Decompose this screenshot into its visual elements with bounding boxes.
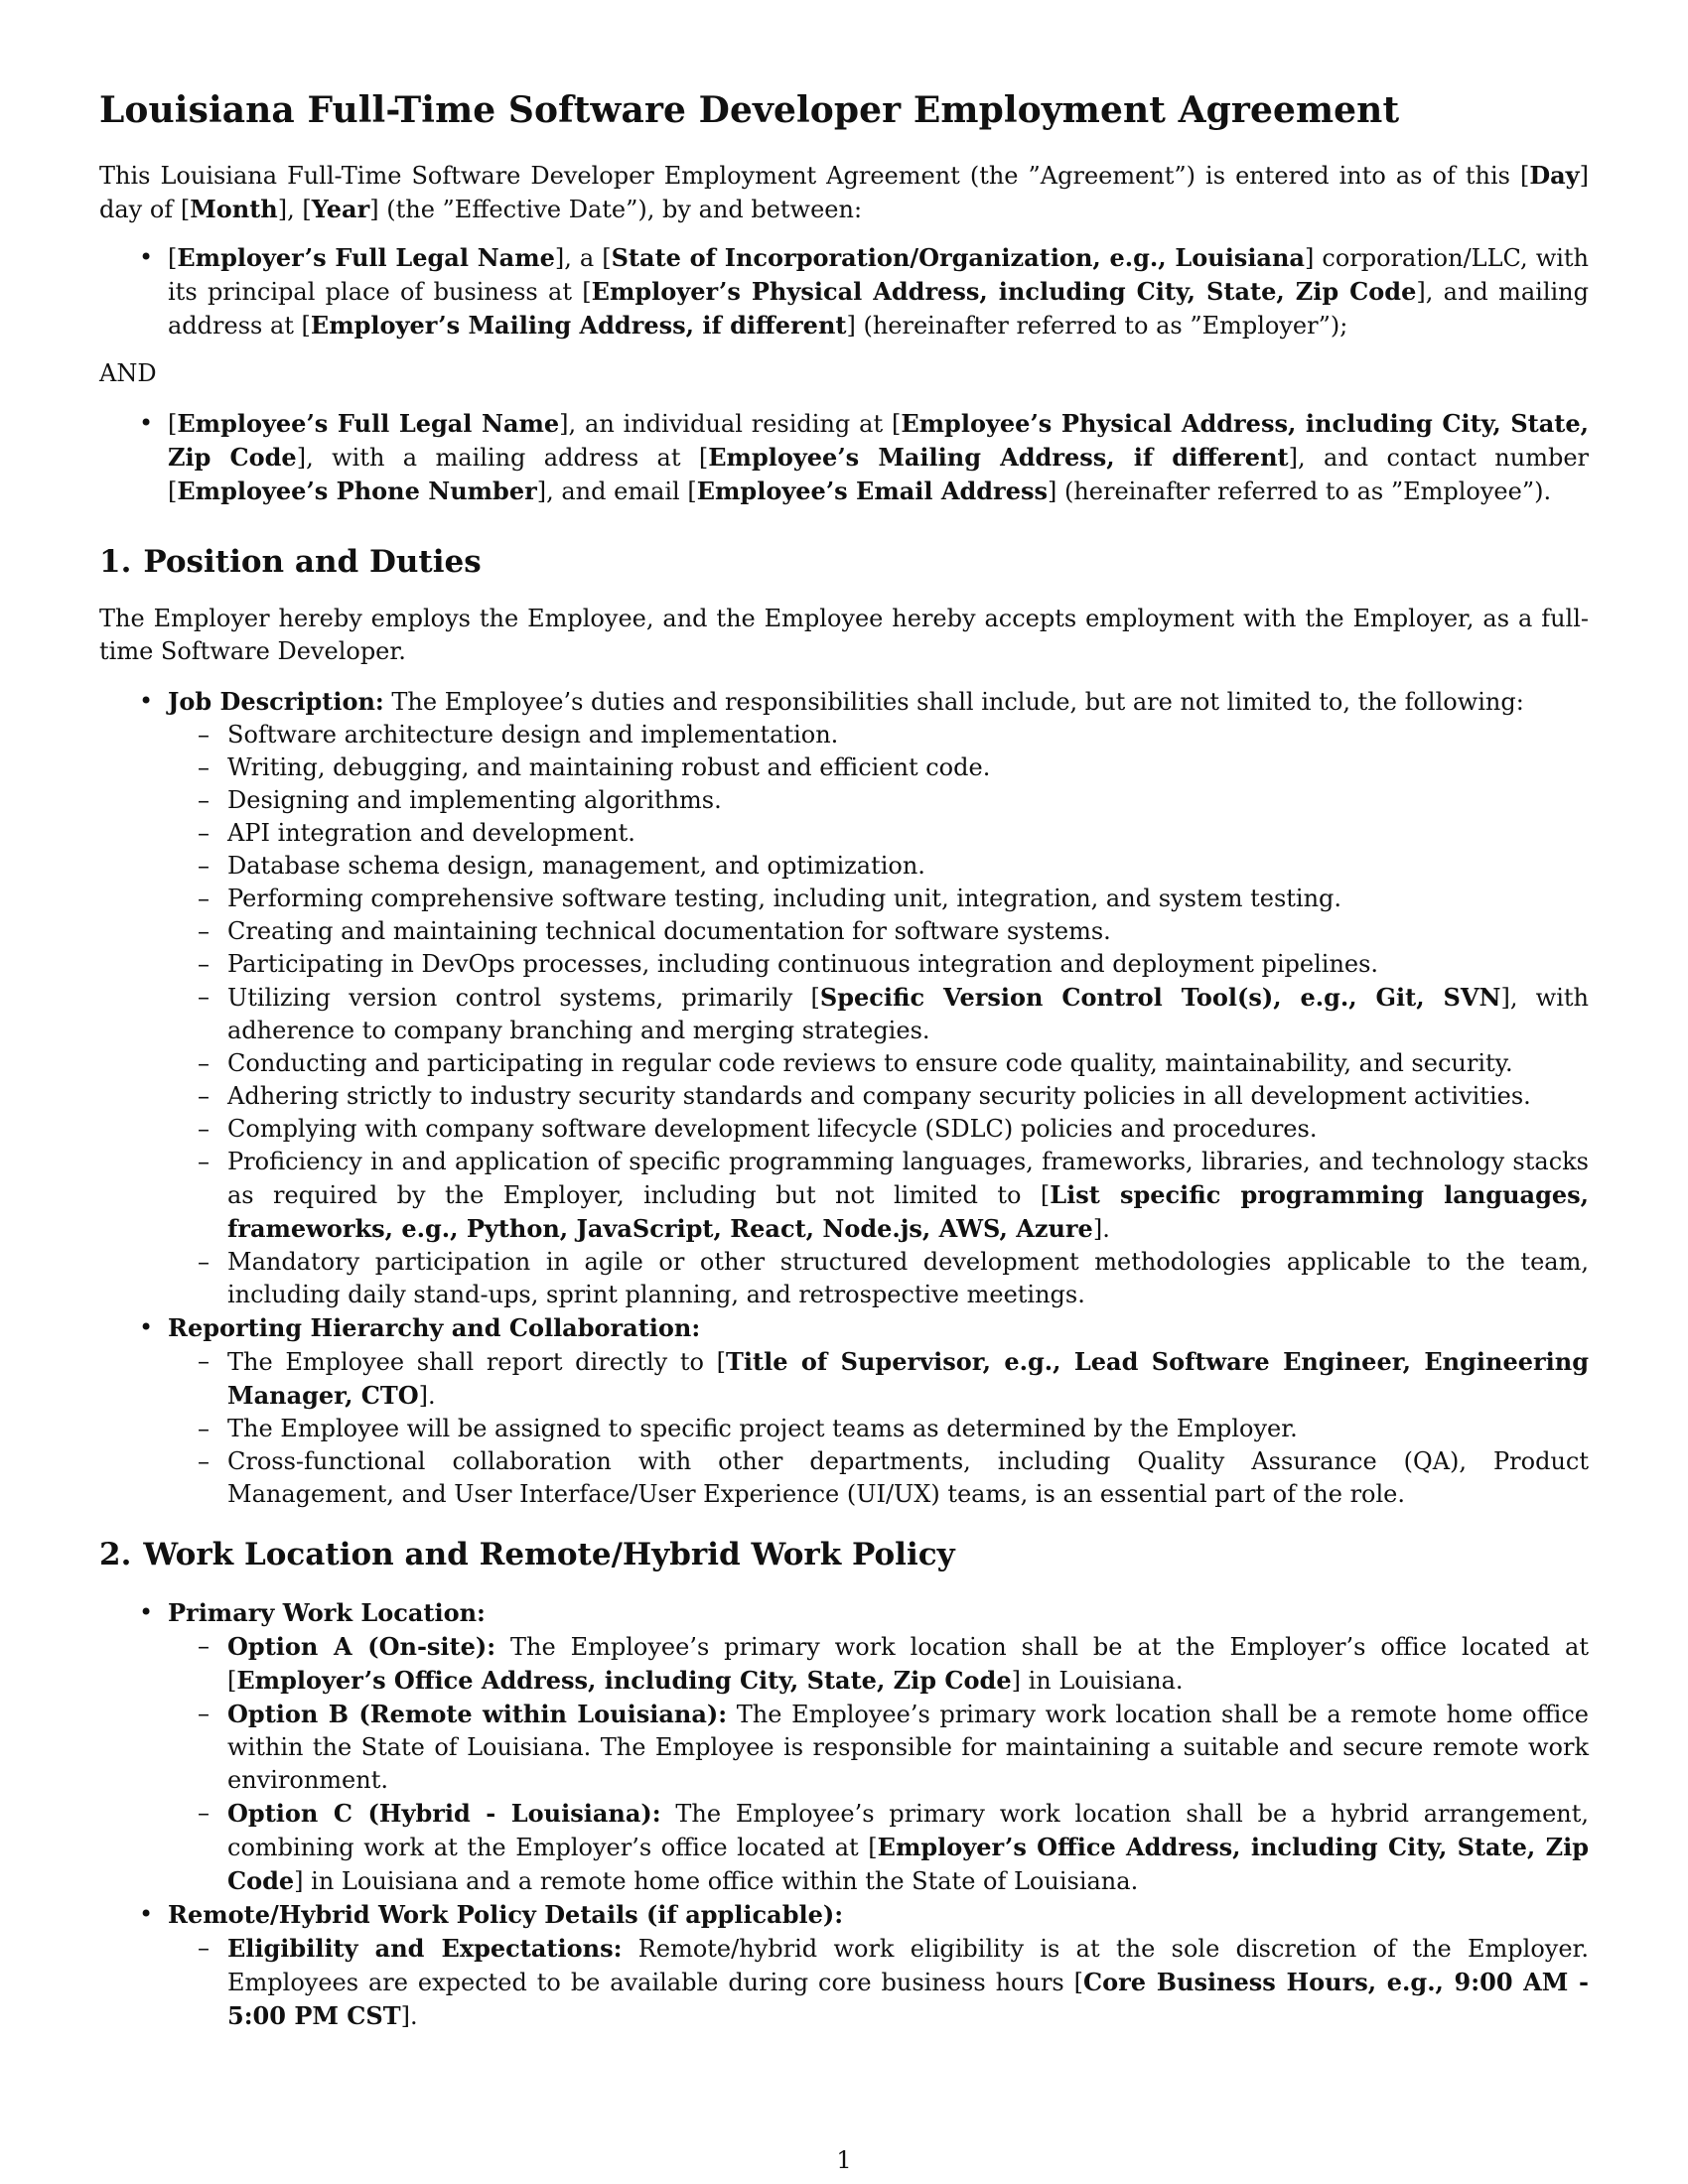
placeholder-day: Day bbox=[1529, 161, 1580, 190]
placeholder-version-control: Specific Version Control Tool(s), e.g., Git, SVN bbox=[819, 983, 1501, 1012]
policy-details-list bbox=[168, 1932, 1589, 2033]
duty-item: – API integration and development. bbox=[168, 817, 1589, 850]
primary-location-item bbox=[99, 1596, 1589, 1898]
section-2-list bbox=[99, 1596, 1589, 2033]
text: Proficiency in and application of specific programming languages, frameworks, libraries, and technology stacks as required by the Employer, including but not limited to [ bbox=[227, 1148, 1589, 1209]
text: The Employee’s primary work location shall be at the Employer’s office located at [ bbox=[227, 1633, 1589, 1695]
job-description-item bbox=[99, 685, 1589, 1311]
intro-paragraph bbox=[99, 159, 1589, 226]
reporting-list-item: – Cross-functional collaboration with other departments, including Quality Assurance (QA), Product Management, and User Interface/User Experience (UI/UX) teams, is an essential part of the role. bbox=[168, 1445, 1589, 1511]
option-a-label: Option A (On-site): bbox=[227, 1632, 496, 1661]
duty-item: – Mandatory participation in agile or other structured development methodologies applicable to the team, including daily stand-ups, sprint planning, and retrospective meetings. bbox=[168, 1246, 1589, 1311]
text: ] (hereinafter referred to as ”Employer”); bbox=[846, 312, 1348, 340]
duty-item: – Software architecture design and implementation. bbox=[168, 719, 1589, 751]
duty-item: – Performing comprehensive software testing, including unit, integration, and system testing. bbox=[168, 883, 1589, 915]
and-separator: AND bbox=[99, 359, 157, 387]
text: [ bbox=[168, 410, 178, 438]
section-2-heading bbox=[99, 1537, 955, 1572]
text: ] corporation/LLC, with its principal place of business at [ bbox=[168, 244, 1590, 306]
text: ], an individual residing at [ bbox=[559, 410, 902, 438]
intro-text: This Louisiana Full-Time Software Developer Employment Agreement (the ”Agreement”) is entered into as of this [ bbox=[99, 162, 1530, 190]
placeholder-employee-name: Employee’s Full Legal Name bbox=[177, 409, 560, 438]
job-description-label: Job Description: bbox=[168, 687, 384, 716]
placeholder-office-address: Employer’s Office Address, including City, State, Zip Code bbox=[227, 1833, 1590, 1895]
reporting-supervisor-item bbox=[168, 1345, 1589, 1413]
employee-party-list bbox=[99, 407, 1589, 508]
section-1-list bbox=[99, 685, 1589, 1511]
policy-details-item bbox=[99, 1898, 1589, 2033]
text: ], and contact number [ bbox=[168, 444, 1590, 505]
section-title: Position and Duties bbox=[143, 544, 482, 580]
intro-text: ], [ bbox=[277, 196, 312, 223]
text: ], with a mailing address at [ bbox=[296, 444, 709, 472]
placeholder-month: Month bbox=[190, 195, 278, 223]
text: ], with adherence to company branching and merging strategies. bbox=[227, 984, 1589, 1044]
employee-party-item bbox=[99, 407, 1589, 508]
placeholder-state-of-incorporation: State of Incorporation/Organization, e.g., Louisiana bbox=[611, 243, 1305, 272]
intro-text: ] day of [ bbox=[99, 162, 1589, 223]
duty-item: – Creating and maintaining technical documentation for software systems. bbox=[168, 915, 1589, 948]
placeholder-year: Year bbox=[311, 195, 370, 223]
placeholder-office-address: Employer’s Office Address, including City, State, Zip Code bbox=[236, 1666, 1012, 1695]
text: Remote/hybrid work eligibility is at the sole discretion of the Employer. Employees are expected to be available during core business hours [ bbox=[227, 1935, 1589, 1996]
duty-item: – Adhering strictly to industry security standards and company security policies in all development activities. bbox=[168, 1080, 1589, 1113]
text: ]. bbox=[1092, 1215, 1110, 1243]
section-title: Work Location and Remote/Hybrid Work Policy bbox=[143, 1537, 955, 1572]
text: ] in Louisiana. bbox=[1011, 1667, 1184, 1695]
page-number: 1 bbox=[836, 2146, 852, 2174]
text: The Employee’s primary work location shall be a hybrid arrangement, combining work at the Employer’s office located at [ bbox=[227, 1800, 1589, 1861]
intro-text: ] (the ”Effective Date”), by and between: bbox=[369, 196, 863, 223]
reporting-list bbox=[168, 1345, 1589, 1511]
text: ]. bbox=[400, 2002, 418, 2030]
duty-item: – Writing, debugging, and maintaining robust and efficient code. bbox=[168, 751, 1589, 784]
duty-item: – Designing and implementing algorithms. bbox=[168, 784, 1589, 817]
reporting-item bbox=[99, 1311, 1589, 1511]
duty-item-version-control bbox=[168, 981, 1589, 1047]
section-number: 1. bbox=[99, 544, 132, 580]
eligibility-item bbox=[168, 1932, 1589, 2033]
section-1-intro: The Employer hereby employs the Employee, and the Employee hereby accepts employment with the Employer, as a full-time Software Developer. bbox=[99, 605, 1589, 665]
option-a-item bbox=[168, 1630, 1589, 1698]
duty-item: – Conducting and participating in regular code reviews to ensure code quality, maintainability, and security. bbox=[168, 1047, 1589, 1080]
duties-list bbox=[168, 719, 1589, 1311]
duty-item-proficiency bbox=[168, 1146, 1589, 1246]
duty-item: – Database schema design, management, and optimization. bbox=[168, 850, 1589, 883]
placeholder-employer-mailing-address: Employer’s Mailing Address, if different bbox=[310, 311, 847, 340]
placeholder-supervisor-title: Title of Supervisor, e.g., Lead Software Engineer, Engineering Manager, CTO bbox=[227, 1347, 1589, 1410]
placeholder-employee-physical-address: Employee’s Physical Address, including City, State, Zip Code bbox=[168, 409, 1589, 472]
duty-item: – Complying with company software development lifecycle (SDLC) policies and procedures. bbox=[168, 1113, 1589, 1146]
option-b-item bbox=[168, 1698, 1589, 1797]
placeholder-employee-email: Employee’s Email Address bbox=[696, 477, 1048, 505]
option-c-item bbox=[168, 1797, 1589, 1898]
placeholder-languages: List specific programming languages, frameworks, e.g., Python, JavaScript, React, Node.js, AWS, Azure bbox=[227, 1180, 1590, 1243]
text: ], and email [ bbox=[536, 478, 697, 505]
option-b-label: Option B (Remote within Louisiana): bbox=[227, 1700, 728, 1728]
employer-party-list bbox=[99, 241, 1589, 342]
text: The Employee shall report directly to [ bbox=[227, 1348, 727, 1376]
duty-item: – Participating in DevOps processes, including continuous integration and deployment pipelines. bbox=[168, 948, 1589, 981]
placeholder-core-hours: Core Business Hours, e.g., 9:00 AM - 5:00 PM CST bbox=[227, 1968, 1589, 2030]
text: ], and mailing address at [ bbox=[168, 278, 1590, 340]
text: [ bbox=[168, 244, 178, 272]
job-description-text: The Employee’s duties and responsibilities shall include, but are not limited to, the following: bbox=[383, 688, 1524, 716]
primary-location-label: Primary Work Location: bbox=[168, 1598, 486, 1627]
section-number: 2. bbox=[99, 1537, 132, 1572]
document-title: Louisiana Full-Time Software Developer Employment Agreement bbox=[99, 89, 1400, 131]
text: Utilizing version control systems, primarily [ bbox=[227, 984, 820, 1012]
eligibility-label: Eligibility and Expectations: bbox=[227, 1934, 623, 1963]
text: The Employee’s primary work location shall be a remote home office within the State of Louisiana. The Employee is responsible for maintaining a suitable and secure remote work environment. bbox=[227, 1701, 1589, 1794]
placeholder-employee-mailing-address: Employee’s Mailing Address, if different bbox=[708, 443, 1289, 472]
placeholder-employer-physical-address: Employer’s Physical Address, including City, State, Zip Code bbox=[591, 277, 1417, 306]
section-1-heading bbox=[99, 544, 482, 580]
text: ] (hereinafter referred to as ”Employee”). bbox=[1047, 478, 1552, 505]
location-options-list bbox=[168, 1630, 1589, 1898]
text: ]. bbox=[418, 1382, 436, 1410]
option-c-label: Option C (Hybrid - Louisiana): bbox=[227, 1799, 661, 1828]
reporting-list-item: – The Employee will be assigned to specific project teams as determined by the Employer. bbox=[168, 1413, 1589, 1445]
policy-details-label: Remote/Hybrid Work Policy Details (if applicable): bbox=[168, 1900, 844, 1929]
placeholder-employer-name: Employer’s Full Legal Name bbox=[177, 243, 555, 272]
text: ], a [ bbox=[554, 244, 612, 272]
placeholder-employee-phone: Employee’s Phone Number bbox=[177, 477, 537, 505]
reporting-label: Reporting Hierarchy and Collaboration: bbox=[168, 1313, 701, 1342]
employer-party-item bbox=[99, 241, 1589, 342]
text: ] in Louisiana and a remote home office within the State of Louisiana. bbox=[294, 1867, 1139, 1895]
